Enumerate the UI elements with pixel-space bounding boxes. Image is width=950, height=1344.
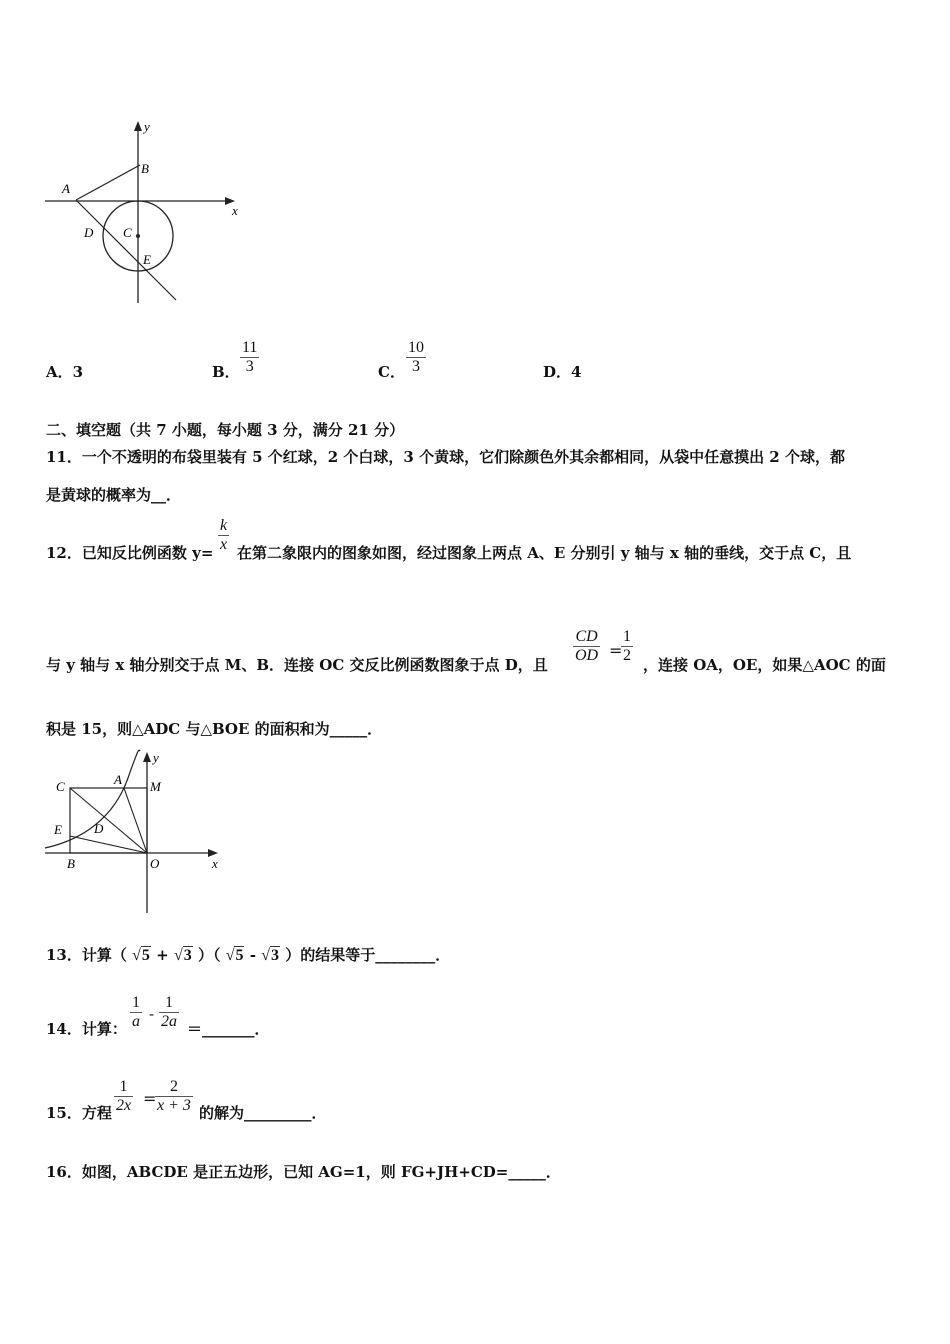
q15-f2-den: x + 3 [157, 1097, 191, 1114]
q12-k-over-x [218, 517, 229, 554]
q12-line3: 积是 15，则△ADC 与△BOE 的面积和为_____． [46, 720, 383, 738]
label-o: O [150, 856, 160, 871]
option-c-label: C． [378, 363, 405, 381]
q12-one-half [621, 628, 633, 665]
q13-prefix: 13．计算（ [46, 946, 127, 964]
q12-x: x [220, 536, 228, 553]
point-c [136, 234, 140, 238]
q13-radicand-4: 3 [270, 947, 279, 964]
q15-suffix: 的解为_________． [199, 1104, 327, 1122]
q11-line2: 是黄球的概率为__． [46, 486, 182, 504]
q15-prefix: 15．方程 [46, 1104, 112, 1122]
q14-fraction-2 [159, 994, 179, 1031]
label-a: A [114, 772, 122, 787]
option-c-numerator: 10 [408, 339, 424, 356]
label-d: D [94, 821, 104, 836]
q13-sqrt3a: √3 [173, 947, 192, 964]
label-x: x [232, 203, 238, 218]
q15-f1-num: 1 [114, 1078, 133, 1097]
q14-f2-num: 1 [159, 994, 179, 1013]
option-b-denominator: 3 [245, 358, 254, 375]
q15-fraction-2 [155, 1078, 193, 1115]
q12-line2-prefix: 与 y 轴与 x 轴分别交于点 M、B．连接 OC 交反比例函数图象于点 D，且 [46, 656, 548, 674]
q14-prefix: 14．计算： [46, 1020, 127, 1038]
y-axis-arrow [143, 752, 151, 762]
label-e: E [143, 252, 151, 267]
q12-k: k [220, 517, 228, 534]
q12-half-den: 2 [623, 647, 631, 664]
option-b-numerator: 11 [242, 339, 258, 356]
segment-eo [70, 836, 147, 853]
q14-f2-den: 2a [161, 1013, 177, 1030]
option-d [543, 361, 581, 382]
option-a-label: A． [46, 363, 73, 381]
label-a: A [62, 181, 70, 196]
q14-fraction-1 [130, 994, 142, 1031]
option-d-label: D． [543, 363, 572, 381]
option-b-fraction [240, 339, 259, 376]
q16-line: 16．如图，ABCDE 是正五边形，已知 AG=1，则 FG+JH+CD=_____． [46, 1163, 561, 1181]
q13-suffix: ）的结果等于________． [285, 946, 451, 964]
q12-line2-suffix: ，连接 OA，OE，如果△AOC 的面 [643, 656, 886, 674]
q15-f2-num: 2 [155, 1078, 193, 1097]
option-a [46, 361, 83, 382]
option-b-label: B． [212, 363, 240, 381]
q13-mid: ）（ [197, 946, 221, 964]
q13-radicand-1: 5 [141, 947, 150, 964]
q14-f1-num: 1 [132, 994, 140, 1011]
q12-half-num: 1 [623, 628, 631, 645]
label-c: C [123, 225, 132, 240]
q14-minus: - [149, 1005, 155, 1023]
q13-radicand-3: 5 [235, 947, 244, 964]
q13-sqrt5a: √5 [132, 947, 150, 964]
figure-circle-axes [40, 115, 260, 310]
q15-f1-den: 2x [116, 1097, 132, 1114]
label-e: E [54, 822, 62, 837]
q15-fraction-1 [114, 1078, 133, 1115]
figure-hyperbola [42, 748, 232, 918]
q13-minus: - [249, 946, 256, 964]
label-d: D [84, 225, 94, 240]
q13-line [46, 944, 450, 965]
segment-ab [76, 165, 140, 200]
q13-plus: + [156, 946, 169, 964]
label-b: B [141, 161, 149, 176]
q12-line1-rest: 在第二象限内的图象如图，经过图象上两点 A、E 分别引 y 轴与 x 轴的垂线，交于点 C，且 [237, 544, 852, 562]
q12-equals: = [609, 641, 623, 660]
q14-f1-den: a [132, 1013, 140, 1030]
q12-od: OD [575, 647, 599, 664]
q11-line1: 11．一个不透明的布袋里装有 5 个红球，2 个白球，3 个黄球，它们除颜色外其余都相同，从袋中任意摸出 2 个球，都 [46, 448, 845, 466]
q13-radicand-2: 3 [183, 947, 192, 964]
option-c-denominator: 3 [412, 358, 420, 375]
q12-cd: CD [573, 628, 600, 647]
label-x: x [212, 856, 218, 871]
line-ae [76, 200, 176, 300]
label-c: C [56, 779, 65, 794]
label-m: M [150, 779, 161, 794]
y-axis-arrow [134, 121, 142, 131]
q15-equals: = [143, 1089, 157, 1108]
q13-sqrt3b: √3 [261, 947, 279, 964]
q14-suffix: ＝_______． [187, 1020, 270, 1038]
q12-prefix: 12．已知反比例函数 y= [46, 544, 214, 562]
label-b: B [67, 856, 75, 871]
option-a-value: 3 [72, 363, 84, 381]
q13-sqrt5b: √5 [225, 947, 244, 964]
option-c-fraction [406, 339, 426, 376]
label-y: y [144, 119, 150, 134]
option-d-value: 4 [571, 363, 582, 381]
section-title: 二、填空题（共 7 小题，每小题 3 分，满分 21 分） [46, 421, 405, 439]
q12-cd-over-od [573, 628, 600, 665]
label-y: y [153, 750, 159, 765]
